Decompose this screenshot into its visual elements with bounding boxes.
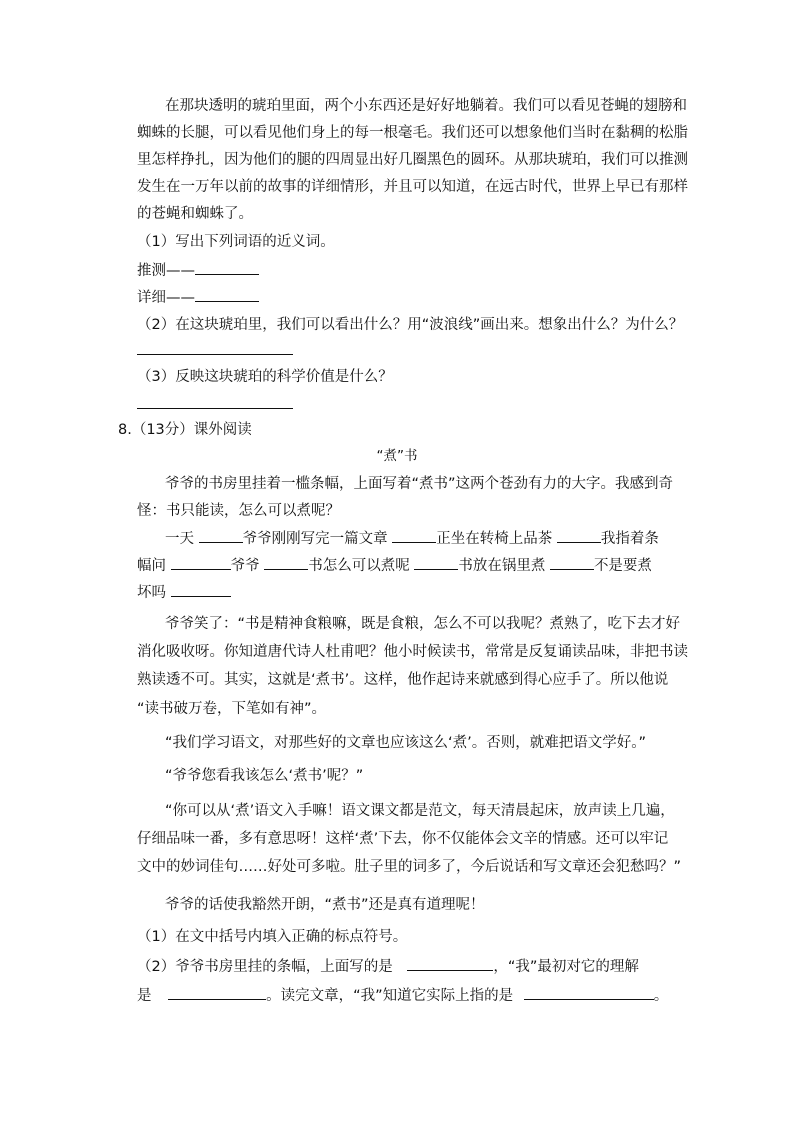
q7-word1-row [137, 260, 259, 281]
q8-p3-line-3: 熟读透不可。其实，这就是‘煮书’。这样，他作起诗来就感到得心应手了。所以他说 [137, 672, 669, 688]
q8-p6-line-3: 文中的妙词佳句……好处可多啦。肚子里的词多了，今后说话和写文章还会犯愁吗？” [137, 859, 682, 875]
fill-text-d: 我指着条 [600, 531, 659, 547]
answer-blank-actual-meaning[interactable] [524, 985, 654, 1000]
passage1-line-5: 的苍蝇和蜘蛛了。 [137, 206, 253, 222]
answer-blank-banner-text[interactable] [407, 956, 493, 971]
q8-p6-line-1: “你可以从‘煮’语文入手嘛！语文课文都是范文，每天清晨起床，放声读上几遍， [165, 803, 675, 819]
q8-p5: “爷爷您看我该怎么‘煮书’呢？” [165, 768, 364, 784]
q8-sub2-text-d: 。读完文章，“我”知道它实际上指的是 [266, 988, 514, 1004]
q8-sub2-text-e: 。 [653, 988, 669, 1004]
punct-blank-5[interactable] [264, 555, 308, 570]
fill-text-e: 幅问 [137, 558, 166, 574]
q8-fill-line-2 [137, 555, 652, 576]
q8-fill-line-1 [165, 528, 659, 549]
q8-p7: 爷爷的话使我豁然开朗，“煮书”还是真有道理呢！ [165, 897, 485, 913]
q8-p3-line-1: 爷爷笑了：“书是精神食粮嘛，既是食粮，怎么不可以我呢？煮熟了，吃下去才好 [165, 616, 681, 632]
q8-sub2-text-a: （2）爷爷书房里挂的条幅，上面写的是 [137, 959, 393, 975]
punct-blank-3[interactable] [557, 528, 601, 543]
q8-header: 8.（13分）课外阅读 [118, 422, 252, 438]
answer-line-q7-3[interactable] [137, 408, 293, 409]
punct-blank-7[interactable] [550, 555, 594, 570]
fill-text-c: 正坐在转椅上品茶 [436, 531, 553, 547]
q8-fill-line-3 [137, 582, 231, 603]
fill-text-h: 书放在锅里煮 [458, 558, 546, 574]
q8-p6-line-2: 仔细品味一番，多有意思呀！这样‘煮’下去，你不仅能体会文辛的情感。还可以牢记 [137, 831, 669, 847]
q8-sub2-text-b: ，“我”最初对它的理解 [493, 959, 639, 975]
q8-p3-line-2: 消化吸收呀。你知道唐代诗人杜甫吧？他小时候读书，常常是反复诵读品味，非把书读 [137, 644, 688, 660]
fill-text-b: 爷爷刚刚写完一篇文章 [242, 531, 388, 547]
answer-blank-xiangxi[interactable] [195, 287, 259, 302]
q8-sub2-line-1 [137, 956, 639, 977]
q7-sub1: （1）写出下列词语的近义词。 [137, 234, 335, 250]
fill-text-f: 爷爷 [230, 558, 260, 574]
q7-word2-row [137, 287, 259, 308]
fill-text-a: 一天 [165, 531, 194, 547]
passage1-line-3: 里怎样挣扎，因为他们的腿的四周显出好几圈黑色的圆环。从那块琥珀，我们可以推测 [137, 152, 688, 168]
passage1-line-1: 在那块透明的琥珀里面，两个小东西还是好好地躺着。我们可以看见苍蝇的翅膀和 [165, 98, 687, 114]
q8-article-title: “煮”书 [376, 448, 418, 464]
q7-word1: 推测—— [137, 263, 195, 279]
q8-sub2-line-2 [137, 985, 668, 1006]
answer-blank-tuice[interactable] [195, 260, 259, 275]
q8-p1-line-2: 怪：书只能读，怎么可以煮呢？ [137, 503, 340, 519]
answer-blank-initial-understanding[interactable] [168, 985, 266, 1000]
passage1-line-4: 发生在一万年以前的故事的详细情形，并且可以知道，在远古时代，世界上早已有那样 [137, 179, 688, 195]
q8-p1-line-1: 爷爷的书房里挂着一槛条幅，上面写着“煮书”这两个苍劲有力的大字。我感到奇 [165, 476, 674, 492]
answer-line-q7-2[interactable] [137, 354, 293, 355]
passage1-line-2: 蜘蛛的长腿，可以看见他们身上的每一根毫毛。我们还可以想象他们当时在黏稠的松脂 [137, 125, 688, 141]
punct-blank-8[interactable] [171, 582, 231, 597]
punct-blank-2[interactable] [392, 528, 436, 543]
fill-text-i: 不是要煮 [593, 558, 652, 574]
punct-blank-4[interactable] [171, 555, 231, 570]
q8-p4: “我们学习语文，对那些好的文章也应该这么‘煮’。否则，就难把语文学好。” [165, 735, 646, 751]
punct-blank-6[interactable] [414, 555, 458, 570]
q7-sub3: （3）反映这块琥珀的科学价值是什么？ [137, 369, 393, 385]
fill-text-j: 坏吗 [137, 585, 166, 601]
punct-blank-1[interactable] [199, 528, 243, 543]
fill-text-g: 书怎么可以煮呢 [308, 558, 410, 574]
q8-p3-line-4: “读书破万卷，下笔如有神”。 [137, 701, 327, 717]
q8-sub2-text-c: 是 [137, 988, 152, 1004]
q7-word2: 详细—— [137, 290, 195, 306]
q7-sub2: （2）在这块琥珀里，我们可以看出什么？用“波浪线”画出来。想象出什么？为什么？ [137, 317, 684, 333]
q8-sub1: （1）在文中括号内填入正确的标点符号。 [137, 929, 408, 945]
